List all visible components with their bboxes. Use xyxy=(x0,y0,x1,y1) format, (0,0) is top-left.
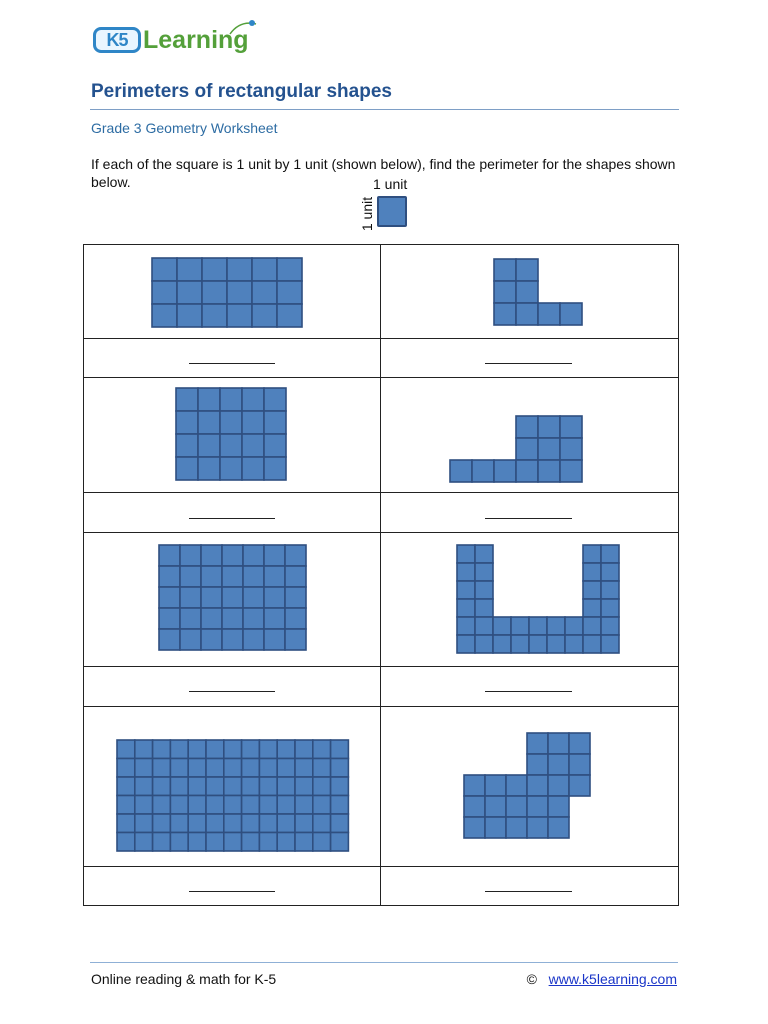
unit-cell xyxy=(188,777,206,796)
unit-cell xyxy=(511,635,529,653)
unit-cell xyxy=(516,460,538,482)
unit-cell xyxy=(252,258,277,281)
shape-7 xyxy=(116,739,349,852)
answer-blank-2[interactable] xyxy=(485,363,572,364)
unit-cell xyxy=(529,617,547,635)
unit-cell xyxy=(222,545,243,566)
unit-cell xyxy=(285,608,306,629)
unit-cell xyxy=(475,617,493,635)
unit-cell xyxy=(176,434,198,457)
footer-divider xyxy=(90,962,678,963)
unit-cell xyxy=(188,814,206,833)
unit-cell xyxy=(222,566,243,587)
unit-cell xyxy=(516,259,538,281)
unit-cell xyxy=(117,833,135,852)
unit-cell xyxy=(560,438,582,460)
unit-cell xyxy=(198,388,220,411)
unit-cell xyxy=(506,775,527,796)
unit-cell xyxy=(206,740,224,759)
unit-cell xyxy=(475,599,493,617)
unit-cell xyxy=(201,545,222,566)
shape-1 xyxy=(151,257,303,328)
unit-cell xyxy=(583,599,601,617)
shape-4-grid xyxy=(449,415,583,483)
unit-cell xyxy=(475,545,493,563)
unit-cell xyxy=(601,581,619,599)
unit-cell xyxy=(548,754,569,775)
unit-cell xyxy=(243,545,264,566)
unit-cell xyxy=(198,457,220,480)
unit-cell xyxy=(313,833,331,852)
table-rule xyxy=(83,905,679,906)
unit-cell xyxy=(475,563,493,581)
unit-cell xyxy=(331,814,349,833)
unit-cell xyxy=(464,775,485,796)
unit-cell xyxy=(527,754,548,775)
unit-cell xyxy=(494,303,516,325)
unit-cell xyxy=(548,733,569,754)
unit-cell xyxy=(331,796,349,815)
unit-cell xyxy=(538,460,560,482)
unit-cell xyxy=(450,460,472,482)
unit-cell xyxy=(170,759,188,778)
unit-cell xyxy=(220,457,242,480)
unit-cell xyxy=(560,303,582,325)
unit-cell xyxy=(472,460,494,482)
unit-cell xyxy=(565,635,583,653)
unit-cell xyxy=(264,457,286,480)
unit-cell xyxy=(264,545,285,566)
unit-cell xyxy=(135,833,153,852)
website-link[interactable]: www.k5learning.com xyxy=(548,971,677,987)
unit-cell xyxy=(201,608,222,629)
unit-cell xyxy=(295,814,313,833)
unit-cell xyxy=(152,304,177,327)
unit-cell xyxy=(485,775,506,796)
unit-cell xyxy=(494,281,516,303)
unit-cell xyxy=(117,814,135,833)
unit-cell xyxy=(227,304,252,327)
unit-cell xyxy=(153,796,171,815)
table-rule xyxy=(678,244,679,906)
answer-blank-8[interactable] xyxy=(485,891,572,892)
unit-cell xyxy=(277,759,295,778)
unit-cell xyxy=(527,775,548,796)
unit-cell xyxy=(227,281,252,304)
unit-cell xyxy=(313,796,331,815)
unit-cell xyxy=(601,635,619,653)
answer-blank-4[interactable] xyxy=(485,518,572,519)
unit-cell xyxy=(117,777,135,796)
unit-cell xyxy=(547,617,565,635)
unit-cell xyxy=(583,581,601,599)
table-rule xyxy=(83,866,679,867)
unit-cell xyxy=(516,438,538,460)
unit-cell xyxy=(176,388,198,411)
unit-cell xyxy=(201,587,222,608)
unit-cell xyxy=(242,796,260,815)
unit-cell xyxy=(159,587,180,608)
shape-1-grid xyxy=(151,257,303,328)
unit-cell xyxy=(177,258,202,281)
unit-cell xyxy=(601,617,619,635)
logo-badge: K5 xyxy=(93,27,141,53)
unit-cell xyxy=(222,629,243,650)
unit-cell xyxy=(313,777,331,796)
unit-cell xyxy=(206,833,224,852)
unit-cell xyxy=(277,304,302,327)
unit-cell xyxy=(475,635,493,653)
unit-cell xyxy=(538,438,560,460)
table-rule xyxy=(83,377,679,378)
unit-cell xyxy=(180,629,201,650)
unit-cell xyxy=(177,304,202,327)
unit-cell xyxy=(188,740,206,759)
copyright-symbol: © xyxy=(526,971,537,987)
unit-cell xyxy=(242,434,264,457)
unit-cell xyxy=(242,411,264,434)
unit-cell xyxy=(464,796,485,817)
unit-cell xyxy=(135,777,153,796)
unit-cell xyxy=(264,411,286,434)
unit-cell xyxy=(331,833,349,852)
unit-cell xyxy=(285,587,306,608)
unit-cell xyxy=(259,833,277,852)
unit-cell xyxy=(220,388,242,411)
unit-cell xyxy=(206,814,224,833)
unit-cell xyxy=(569,775,590,796)
shape-6-grid xyxy=(456,544,620,654)
unit-cell xyxy=(243,629,264,650)
shape-6 xyxy=(456,544,620,654)
unit-cell xyxy=(264,566,285,587)
unit-cell xyxy=(285,545,306,566)
unit-cell xyxy=(222,587,243,608)
unit-cell xyxy=(206,759,224,778)
unit-cell xyxy=(516,281,538,303)
unit-cell xyxy=(601,563,619,581)
shape-2-grid xyxy=(493,258,583,326)
shape-4 xyxy=(449,415,583,483)
unit-cell xyxy=(259,740,277,759)
unit-cell xyxy=(224,777,242,796)
table-rule xyxy=(83,338,679,339)
unit-cell xyxy=(180,587,201,608)
unit-cell xyxy=(264,587,285,608)
answer-blank-1[interactable] xyxy=(189,363,275,364)
unit-cell xyxy=(259,777,277,796)
unit-cell xyxy=(527,817,548,838)
unit-cell xyxy=(227,258,252,281)
unit-cell xyxy=(511,617,529,635)
unit-cell xyxy=(153,833,171,852)
unit-cell xyxy=(506,817,527,838)
footer-tagline: Online reading & math for K-5 xyxy=(91,971,277,987)
unit-cell xyxy=(152,281,177,304)
unit-cell xyxy=(152,258,177,281)
unit-cell xyxy=(176,457,198,480)
unit-cell xyxy=(264,608,285,629)
unit-cell xyxy=(159,629,180,650)
unit-cell xyxy=(547,635,565,653)
unit-cell xyxy=(222,608,243,629)
unit-cell xyxy=(170,777,188,796)
k5-learning-logo xyxy=(93,18,263,60)
unit-square xyxy=(377,196,407,227)
logo-star-icon xyxy=(228,18,258,36)
unit-cell xyxy=(176,411,198,434)
unit-cell xyxy=(548,775,569,796)
logo-word: Learning xyxy=(143,26,249,54)
unit-cell xyxy=(242,833,260,852)
unit-cell xyxy=(583,563,601,581)
unit-cell xyxy=(538,416,560,438)
unit-cell xyxy=(295,740,313,759)
unit-cell xyxy=(516,303,538,325)
unit-cell xyxy=(188,833,206,852)
unit-cell xyxy=(457,599,475,617)
unit-cell xyxy=(313,759,331,778)
unit-cell xyxy=(601,545,619,563)
unit-cell xyxy=(493,635,511,653)
unit-cell xyxy=(583,635,601,653)
unit-cell xyxy=(457,581,475,599)
unit-cell xyxy=(601,599,619,617)
unit-cell xyxy=(201,566,222,587)
unit-cell xyxy=(285,566,306,587)
unit-cell xyxy=(548,817,569,838)
table-rule xyxy=(83,244,679,245)
unit-cell xyxy=(277,796,295,815)
unit-cell xyxy=(277,777,295,796)
instructions-text: If each of the square is 1 unit by 1 unit (shown below), find the perimeter for the shapes shown below. xyxy=(91,156,676,190)
unit-cell xyxy=(457,563,475,581)
unit-cell xyxy=(295,796,313,815)
answer-blank-3[interactable] xyxy=(189,518,275,519)
unit-cell xyxy=(153,777,171,796)
unit-cell xyxy=(224,814,242,833)
unit-cell xyxy=(277,814,295,833)
unit-cell xyxy=(135,796,153,815)
unit-cell xyxy=(560,416,582,438)
unit-cell xyxy=(242,759,260,778)
unit-cell xyxy=(220,411,242,434)
answer-blank-6[interactable] xyxy=(485,691,572,692)
unit-cell xyxy=(295,833,313,852)
unit-cell xyxy=(259,796,277,815)
table-rule xyxy=(83,244,84,906)
unit-cell xyxy=(202,258,227,281)
unit-cell xyxy=(264,388,286,411)
unit-cell xyxy=(198,411,220,434)
unit-cell xyxy=(242,740,260,759)
unit-cell xyxy=(180,545,201,566)
unit-cell xyxy=(201,629,222,650)
unit-cell xyxy=(516,416,538,438)
unit-cell xyxy=(529,635,547,653)
worksheet-subtitle: Grade 3 Geometry Worksheet xyxy=(91,120,278,136)
unit-cell xyxy=(569,754,590,775)
unit-cell xyxy=(485,817,506,838)
unit-cell xyxy=(475,581,493,599)
unit-cell xyxy=(252,281,277,304)
unit-cell xyxy=(331,777,349,796)
unit-cell xyxy=(224,740,242,759)
unit-cell xyxy=(485,796,506,817)
unit-cell xyxy=(527,733,548,754)
unit-cell xyxy=(159,608,180,629)
unit-cell xyxy=(224,759,242,778)
unit-cell xyxy=(313,740,331,759)
unit-cell xyxy=(264,434,286,457)
unit-cell xyxy=(170,740,188,759)
unit-cell xyxy=(243,608,264,629)
worksheet-title: Perimeters of rectangular shapes xyxy=(91,81,392,102)
unit-cell xyxy=(457,617,475,635)
unit-cell xyxy=(277,740,295,759)
unit-cell xyxy=(331,759,349,778)
unit-cell xyxy=(264,629,285,650)
unit-cell xyxy=(135,759,153,778)
answer-blank-5[interactable] xyxy=(189,691,275,692)
shape-3-grid xyxy=(175,387,287,481)
shape-5-grid xyxy=(158,544,307,651)
unit-cell xyxy=(494,460,516,482)
unit-cell xyxy=(285,629,306,650)
unit-label-side: 1 unit xyxy=(359,196,375,232)
unit-cell xyxy=(198,434,220,457)
unit-cell xyxy=(527,796,548,817)
unit-cell xyxy=(538,303,560,325)
unit-cell xyxy=(242,388,264,411)
unit-cell xyxy=(457,635,475,653)
unit-cell xyxy=(220,434,242,457)
unit-cell xyxy=(259,759,277,778)
unit-cell xyxy=(180,566,201,587)
unit-cell xyxy=(159,545,180,566)
unit-cell xyxy=(180,608,201,629)
unit-cell xyxy=(506,796,527,817)
unit-cell xyxy=(153,759,171,778)
unit-cell xyxy=(117,796,135,815)
shape-8 xyxy=(463,732,591,839)
unit-cell xyxy=(170,814,188,833)
unit-cell xyxy=(188,759,206,778)
unit-cell xyxy=(494,259,516,281)
unit-cell xyxy=(243,587,264,608)
unit-cell xyxy=(313,814,331,833)
unit-cell xyxy=(583,545,601,563)
table-rule xyxy=(83,706,679,707)
unit-cell xyxy=(206,777,224,796)
unit-cell xyxy=(188,796,206,815)
unit-cell xyxy=(464,817,485,838)
unit-cell xyxy=(243,566,264,587)
shape-5 xyxy=(158,544,307,651)
unit-cell xyxy=(560,460,582,482)
unit-cell xyxy=(548,796,569,817)
unit-cell xyxy=(170,796,188,815)
table-rule xyxy=(83,666,679,667)
shape-8-grid xyxy=(463,732,591,839)
unit-cell xyxy=(295,759,313,778)
unit-cell xyxy=(135,814,153,833)
unit-cell xyxy=(457,545,475,563)
table-rule xyxy=(83,492,679,493)
unit-cell xyxy=(224,796,242,815)
table-rule xyxy=(380,244,381,906)
unit-cell xyxy=(583,617,601,635)
unit-cell xyxy=(331,740,349,759)
unit-cell xyxy=(259,814,277,833)
unit-cell xyxy=(224,833,242,852)
answer-blank-7[interactable] xyxy=(189,891,275,892)
unit-cell xyxy=(242,457,264,480)
unit-cell xyxy=(202,281,227,304)
unit-cell xyxy=(565,617,583,635)
unit-cell xyxy=(242,814,260,833)
shape-2 xyxy=(493,258,583,326)
unit-cell xyxy=(170,833,188,852)
unit-cell xyxy=(202,304,227,327)
unit-cell xyxy=(206,796,224,815)
unit-cell xyxy=(252,304,277,327)
unit-cell xyxy=(177,281,202,304)
shape-3 xyxy=(175,387,287,481)
unit-cell xyxy=(295,777,313,796)
unit-cell xyxy=(117,759,135,778)
shape-7-grid xyxy=(116,739,349,852)
title-divider xyxy=(90,109,679,110)
table-rule xyxy=(83,532,679,533)
unit-label-top: 1 unit xyxy=(373,176,408,192)
unit-cell xyxy=(277,833,295,852)
unit-cell xyxy=(153,740,171,759)
unit-cell xyxy=(277,258,302,281)
unit-cell xyxy=(135,740,153,759)
unit-cell xyxy=(493,617,511,635)
unit-cell xyxy=(117,740,135,759)
footer-link-group xyxy=(527,970,677,988)
unit-cell xyxy=(277,281,302,304)
unit-cell xyxy=(569,733,590,754)
unit-cell xyxy=(153,814,171,833)
unit-cell xyxy=(159,566,180,587)
unit-cell xyxy=(242,777,260,796)
